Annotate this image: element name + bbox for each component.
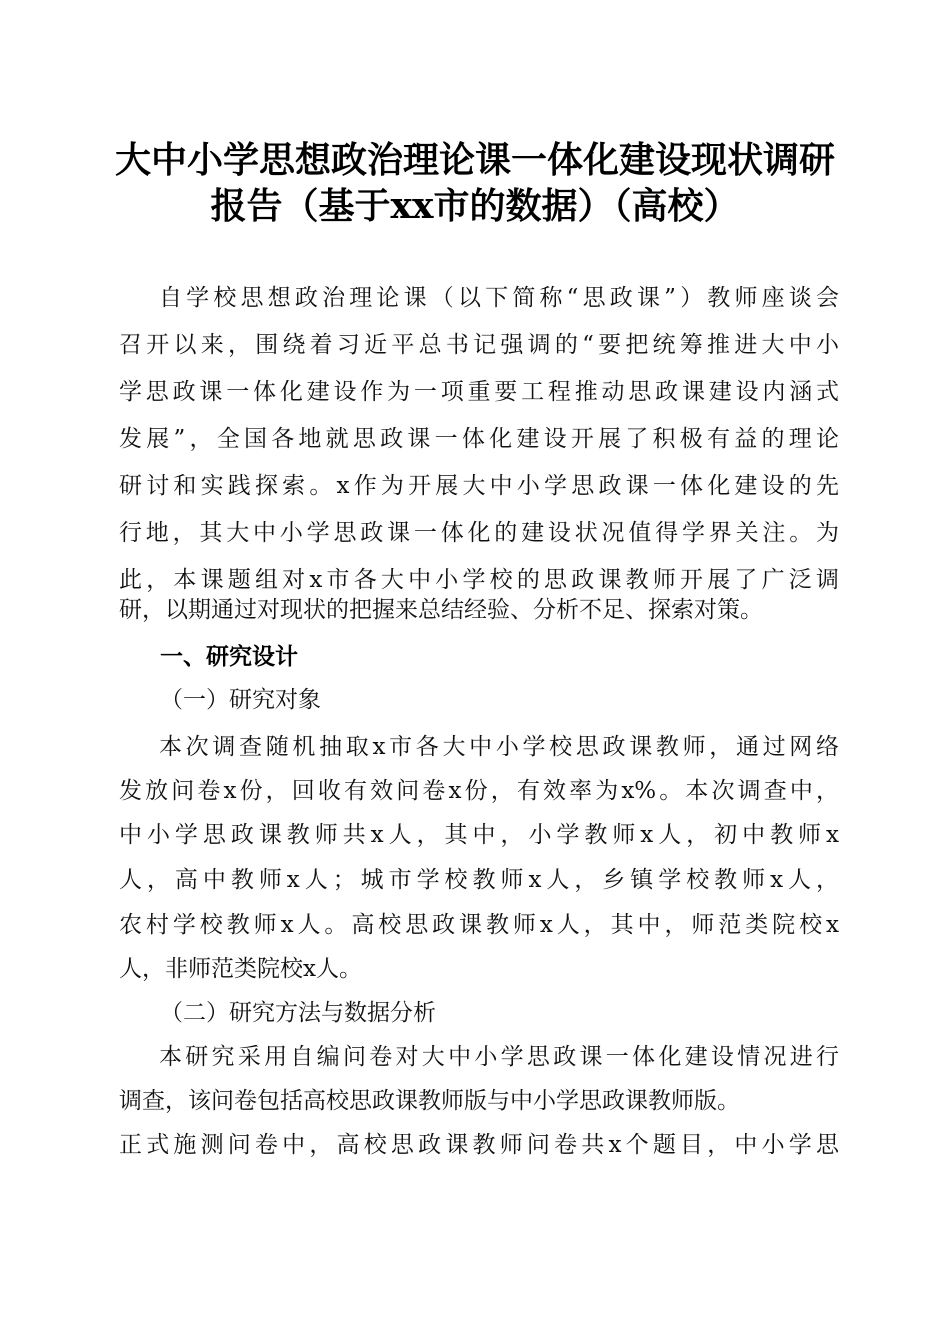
intro-line: 研讨和实践探索。x作为开展大中小学思政课一体化建设的先 xyxy=(119,473,839,499)
subsection-heading: （一）研究对象 xyxy=(160,687,321,713)
body-line: 本次调查随机抽取x市各大中小学校思政课教师，通过网络 xyxy=(159,734,839,760)
body-line: 农村学校教师x人。高校思政课教师x人，其中，师范类院校x xyxy=(119,912,839,938)
intro-line: 此，本课题组对x市各大中小学校的思政课教师开展了广泛调 xyxy=(119,567,839,593)
intro-line: 研，以期通过对现状的把握来总结经验、分析不足、探索对策。 xyxy=(119,597,763,623)
document-title-line-1: 大中小学思想政治理论课一体化建设现状调研 xyxy=(114,139,835,181)
body-line: 发放问卷x份，回收有效问卷x份，有效率为x%。本次调查中， xyxy=(119,778,839,804)
intro-line: 自学校思想政治理论课（以下简称“思政课”）教师座谈会 xyxy=(159,285,839,311)
intro-line: 发展”，全国各地就思政课一体化建设开展了积极有益的理论 xyxy=(119,426,839,452)
intro-line: 召开以来，围绕着习近平总书记强调的“要把统筹推进大中小 xyxy=(119,332,839,358)
subsection-heading: （二）研究方法与数据分析 xyxy=(160,1000,436,1026)
body-line: 人，高中教师x人；城市学校教师x人，乡镇学校教师x人， xyxy=(119,867,839,893)
body-line: 正式施测问卷中，高校思政课教师问卷共x个题目，中小学思 xyxy=(119,1132,839,1158)
body-line: 人，非师范类院校x人。 xyxy=(119,956,362,982)
document-title-line-2: 报告（基于xx市的数据）（高校） xyxy=(210,185,740,227)
intro-line: 行地，其大中小学思政课一体化的建设状况值得学界关注。为 xyxy=(119,520,839,546)
intro-line: 学思政课一体化建设作为一项重要工程推动思政课建设内涵式 xyxy=(119,379,839,405)
section-heading: 一、研究设计 xyxy=(160,644,298,670)
body-line: 本研究采用自编问卷对大中小学思政课一体化建设情况进行 xyxy=(159,1044,839,1070)
body-line: 调查，该问卷包括高校思政课教师版与中小学思政课教师版。 xyxy=(119,1088,740,1114)
body-line: 中小学思政课教师共x人，其中，小学教师x人，初中教师x xyxy=(119,822,839,848)
